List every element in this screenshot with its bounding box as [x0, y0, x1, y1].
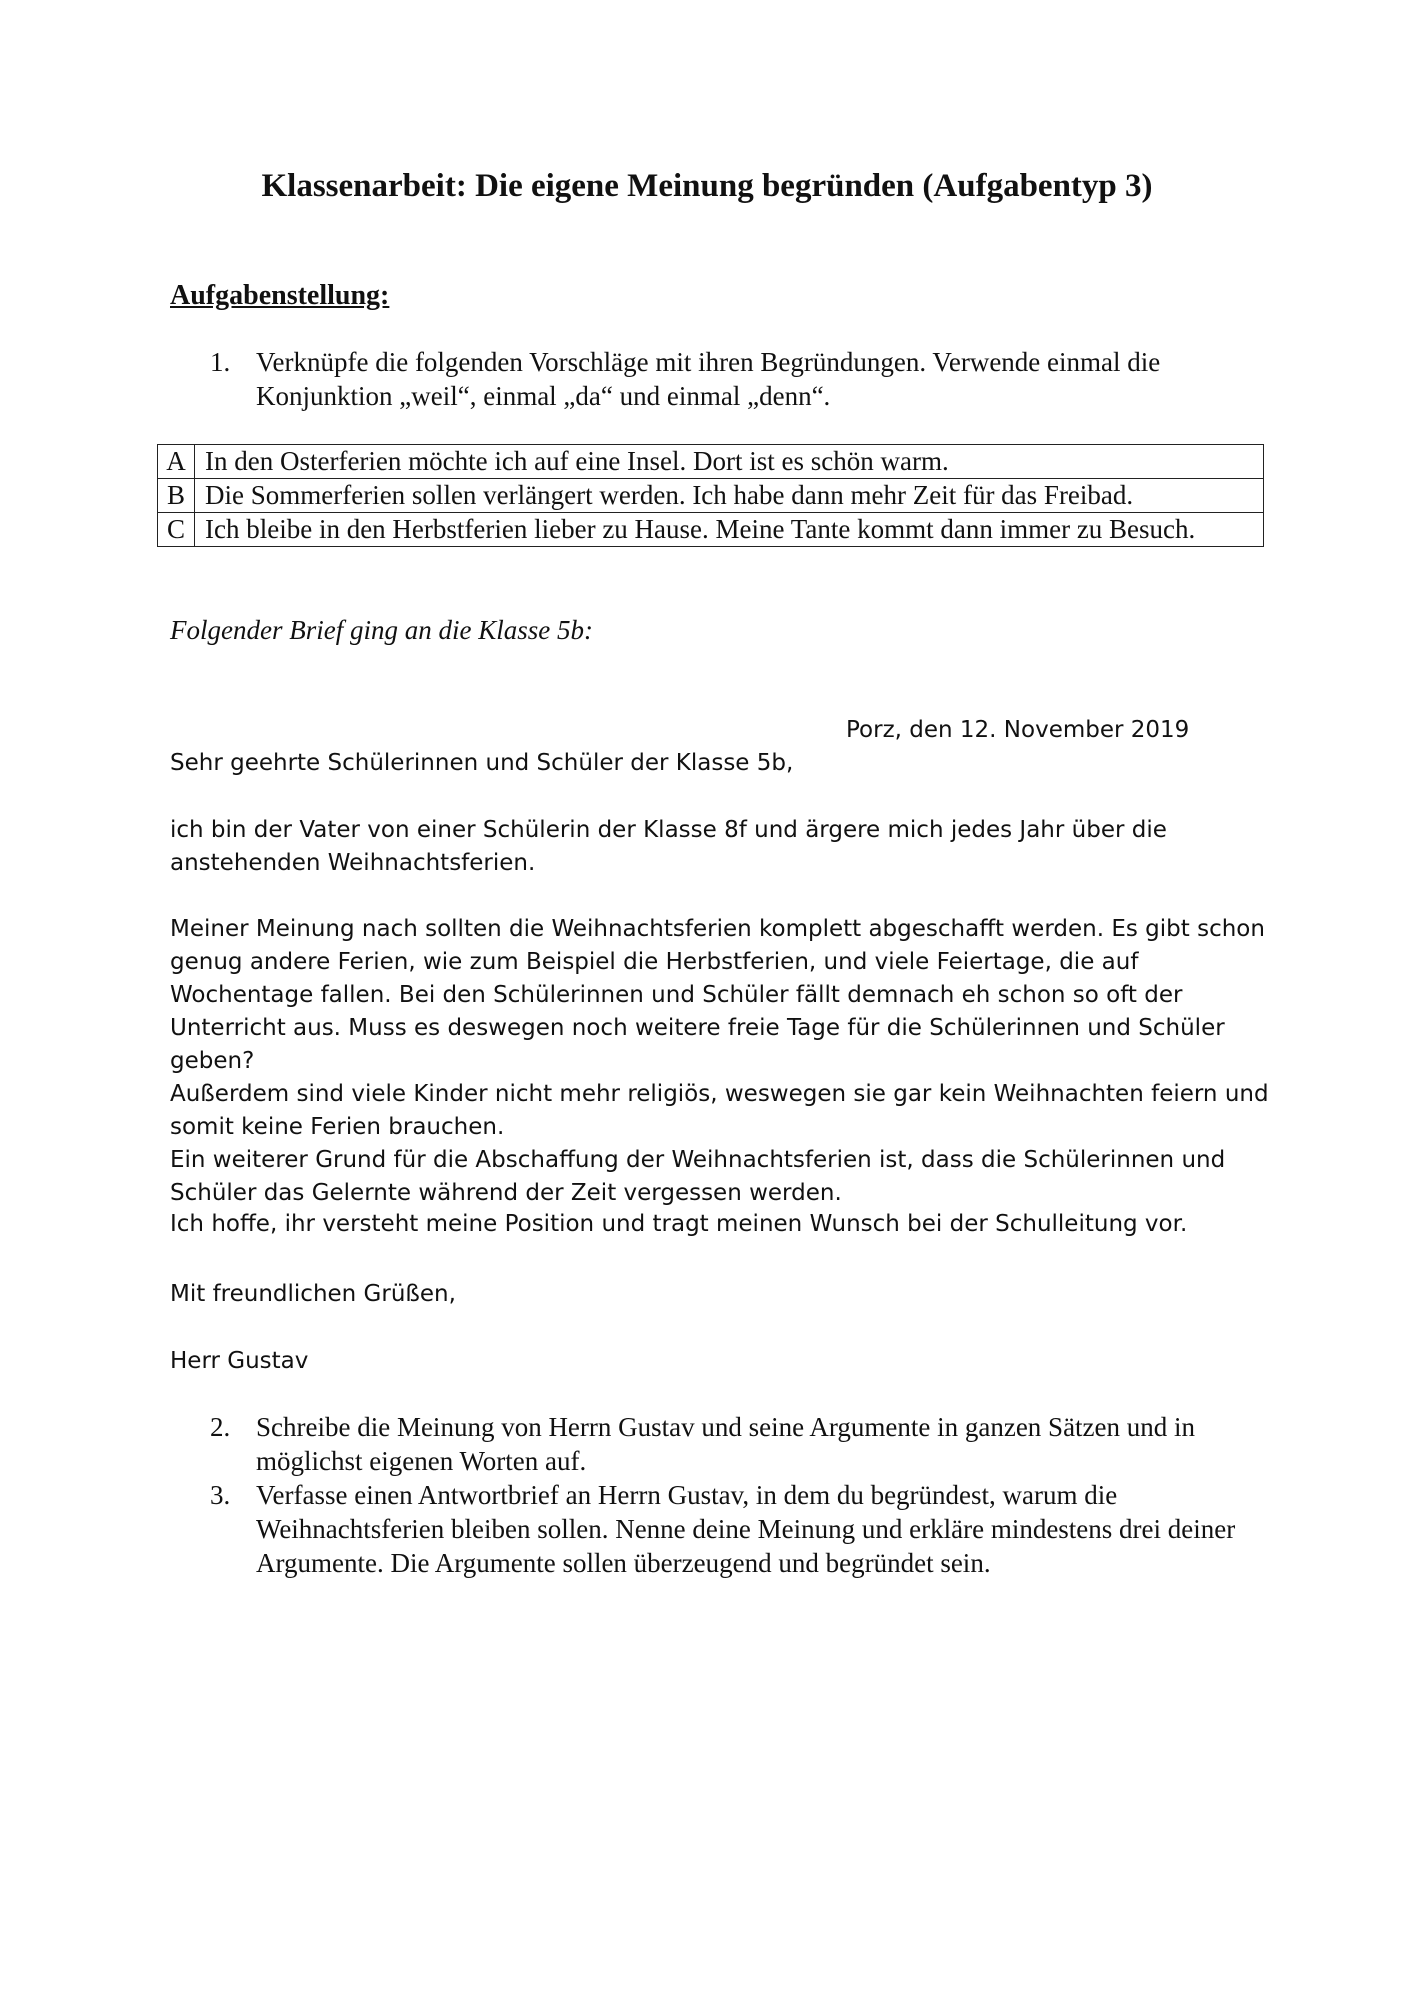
task-text: Verfasse einen Antwortbrief an Herrn Gustav, in dem du begründest, warum die Weihnachtsferien bleiben sollen. Nenne deine Meinung und erkläre mindestens drei deiner Argumente. Die Argumente sollen überzeugend und begründet sein.: [256, 1480, 1236, 1578]
table-row: [158, 513, 1264, 547]
letter-paragraph: Meiner Meinung nach sollten die Weihnachtsferien komplett abgeschafft werden. Es gibt schon genug andere Ferien, wie zum Beispiel die Herbstferien, und viele Feiertage, die auf Wochentage fallen. Bei den Schülerinnen und Schüler fällt demnach eh schon so oft der Unterricht aus. Muss es deswegen noch weitere freie Tage für die Schülerinnen und Schüler geben? Außerdem sind viele Kinder nicht mehr religiös, weswegen sie gar kein Weihnachten feiern und somit keine Ferien brauchen. Ein weiterer Grund für die Abschaffung der Weihnachtsferien ist, dass die Schülerinnen und Schüler das Gelernte während der Zeit vergessen werden.: [170, 916, 1269, 1206]
task-number: 1.: [210, 347, 231, 377]
letter-paragraph: Ich hoffe, ihr versteht meine Position und tragt meinen Wunsch bei der Schulleitung vor.: [170, 1211, 1188, 1237]
page-title: Klassenarbeit: Die eigene Meinung begründen (Aufgabentyp 3): [261, 168, 1153, 204]
option-letter: B: [158, 479, 195, 513]
table-row: [158, 445, 1264, 479]
option-text: Die Sommerferien sollen verlängert werden. Ich habe dann mehr Zeit für das Freibad.: [195, 479, 1264, 513]
letter-date: Porz, den 12. November 2019: [846, 717, 1190, 743]
task-1: [210, 345, 1250, 413]
letter-intro: Folgender Brief ging an die Klasse 5b:: [170, 615, 593, 645]
task-2: [210, 1410, 1250, 1478]
letter-greeting: Sehr geehrte Schülerinnen und Schüler der Klasse 5b,: [170, 750, 794, 776]
option-text: Ich bleibe in den Herbstferien lieber zu Hause. Meine Tante kommt dann immer zu Besuch.: [195, 513, 1264, 547]
letter-paragraph: ich bin der Vater von einer Schülerin der Klasse 8f und ärgere mich jedes Jahr über die anstehenden Weihnachtsferien.: [170, 817, 1167, 876]
task-number: 3.: [210, 1480, 231, 1510]
table-row: [158, 479, 1264, 513]
option-letter: A: [158, 445, 195, 479]
task-text: Verknüpfe die folgenden Vorschläge mit ihren Begründungen. Verwende einmal die Konjunktion „weil“, einmal „da“ und einmal „denn“.: [256, 347, 1161, 411]
letter-closing: Mit freundlichen Grüßen,: [170, 1281, 456, 1307]
option-text: In den Osterferien möchte ich auf eine Insel. Dort ist es schön warm.: [195, 445, 1264, 479]
task-3: [210, 1478, 1250, 1580]
task-number: 2.: [210, 1412, 231, 1442]
letter-signature: Herr Gustav: [170, 1348, 309, 1374]
section-heading: Aufgabenstellung:: [170, 280, 390, 311]
option-letter: C: [158, 513, 195, 547]
options-table: [157, 444, 1264, 547]
task-text: Schreibe die Meinung von Herrn Gustav und seine Argumente in ganzen Sätzen und in möglichst eigenen Worten auf.: [256, 1412, 1196, 1476]
